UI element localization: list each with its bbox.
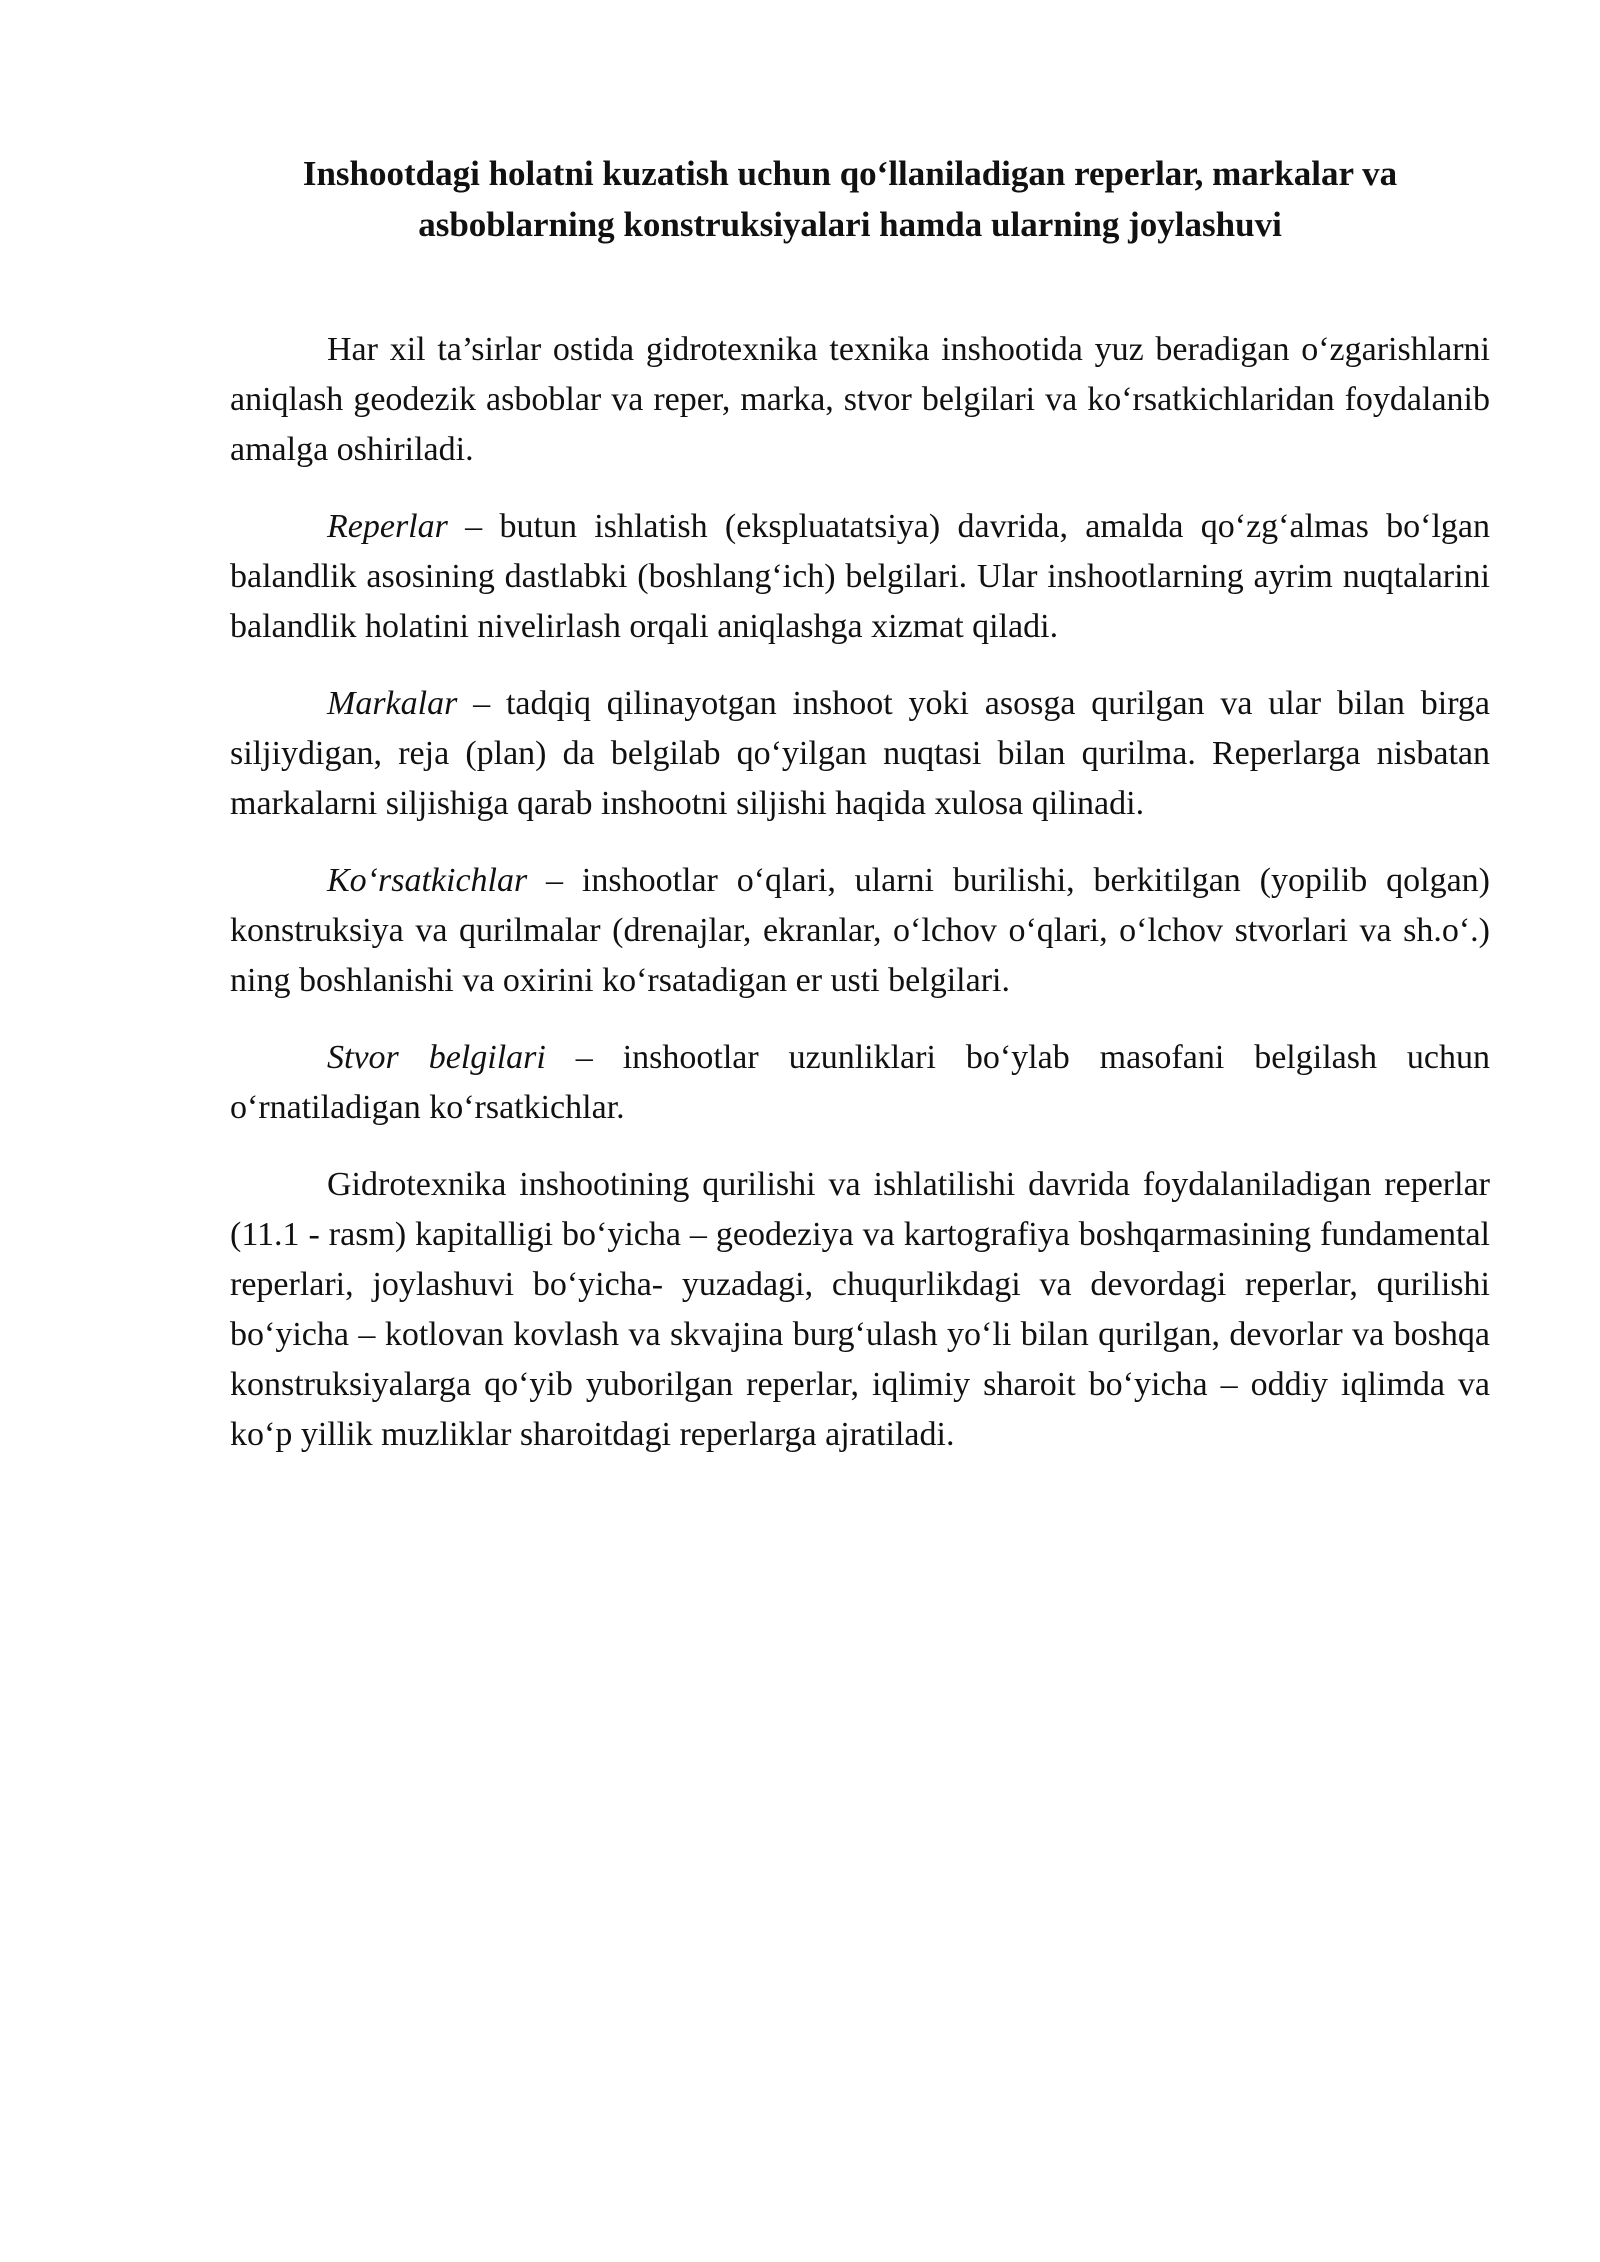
paragraph-classification	[230, 1160, 1490, 1460]
paragraph-text: Gidrotexnika inshootining qurilishi va ishlatilishi davrida foydalaniladigan reperlar (11.1 - rasm) kapitalligi bo‘yicha – geodeziya va kartografiya boshqarmasining fundamental reperlari, joylashuvi bo‘yicha- yuzadagi, chuqurlikdagi va devordagi reperlar, qurilishi bo‘yicha – kotlovan kovlash va skvajina burg‘ulash yo‘li bilan qurilgan, devorlar va boshqa konstruksiyalarga qo‘yib yuborilgan reperlar, iqlimiy sharoit bo‘yicha – oddiy iqlimda va ko‘p yillik muzliklar sharoitdagi reperlarga ajratiladi.	[230, 1166, 1490, 1453]
term-korsatkichlar: Ko‘rsatkichlar	[327, 862, 528, 899]
paragraph-text: – inshootlar uzunliklari bo‘ylab masofani belgilash uchun o‘rnatiladigan ko‘rsatkichlar.	[230, 1039, 1490, 1126]
document-body	[230, 325, 1490, 1487]
term-stvor-belgilari: Stvor belgilari	[327, 1039, 546, 1076]
paragraph-korsatkichlar	[230, 856, 1490, 1006]
paragraph-text: – inshootlar o‘qlari, ularni burilishi, berkitilgan (yopilib qolgan) konstruksiya va qurilmalar (drenajlar, ekranlar, o‘lchov o‘qlari, o‘lchov stvorlari va sh.o‘.) ning boshlanishi va oxirini ko‘rsatadigan er usti belgilari.	[230, 862, 1490, 999]
paragraph-reperlar	[230, 502, 1490, 652]
paragraph-text: – tadqiq qilinayotgan inshoot yoki asosga qurilgan va ular bilan birga siljiydigan, reja (plan) da belgilab qo‘yilgan nuqtasi bilan qurilma. Reperlarga nisbatan markalarni siljishiga qarab inshootni siljishi haqida xulosa qilinadi.	[230, 685, 1490, 822]
term-reperlar: Reperlar	[327, 508, 448, 545]
paragraph-markalar	[230, 679, 1490, 829]
paragraph-text: Har xil ta’sirlar ostida gidrotexnika texnika inshootida yuz beradigan o‘zgarishlarni aniqlash geodezik asboblar va reper, marka, stvor belgilari va ko‘rsatkichlaridan foydalanib amalga oshiriladi.	[230, 331, 1490, 468]
paragraph-text: – butun ishlatish (ekspluatatsiya) davrida, amalda qo‘zg‘almas bo‘lgan balandlik asosining dastlabki (boshlang‘ich) belgilari. Ular inshootlarning ayrim nuqtalarini balandlik holatini nivelirlash orqali aniqlashga xizmat qiladi.	[230, 508, 1490, 645]
document-title: Inshootdagi holatni kuzatish uchun qo‘llaniladigan reperlar, markalar va asboblarning konstruksiyalari hamda ularning joylashuvi	[302, 154, 1398, 244]
paragraph-intro	[230, 325, 1490, 475]
paragraph-stvor-belgilari	[230, 1033, 1490, 1133]
term-markalar: Markalar	[327, 685, 458, 722]
